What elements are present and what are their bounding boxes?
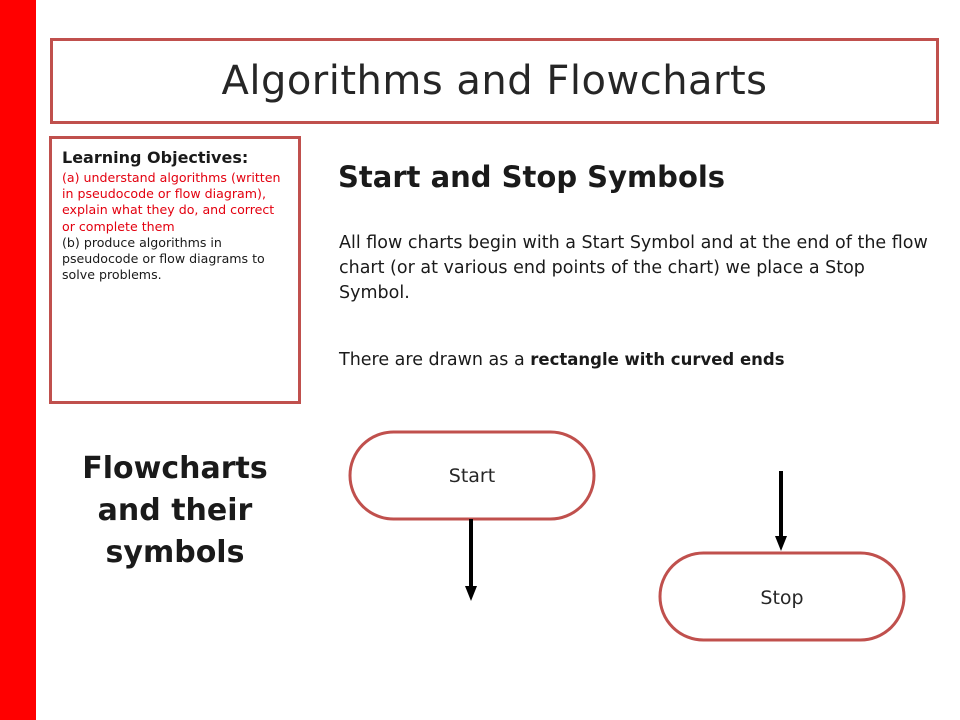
objective-b: (b) produce algorithms in pseudocode or flow diagrams to solve problems. [62,234,265,283]
side-heading: Flowcharts and their symbols [82,451,268,570]
objective-a: (a) understand algorithms (written in pseudocode or flow diagram), explain what they do, and correct or complete them [62,170,281,234]
start-label: Start [448,465,496,487]
slide-title: Algorithms and Flowcharts [221,58,768,104]
body-paragraph-1: All flow charts begin with a Start Symbol and at the end of the flow chart (or at various end points of the chart) we place a Stop Symbol. [339,233,928,303]
objectives-heading: Learning Objectives: [62,148,249,167]
paragraph-2-text: There are drawn as a [339,350,531,370]
paragraph-2-bold: rectangle with curved ends [530,350,785,369]
section-heading: Start and Stop Symbols [338,160,726,194]
stop-label: Stop [760,587,804,609]
stop-arrow-head [775,536,787,551]
start-arrow-head [465,586,477,601]
